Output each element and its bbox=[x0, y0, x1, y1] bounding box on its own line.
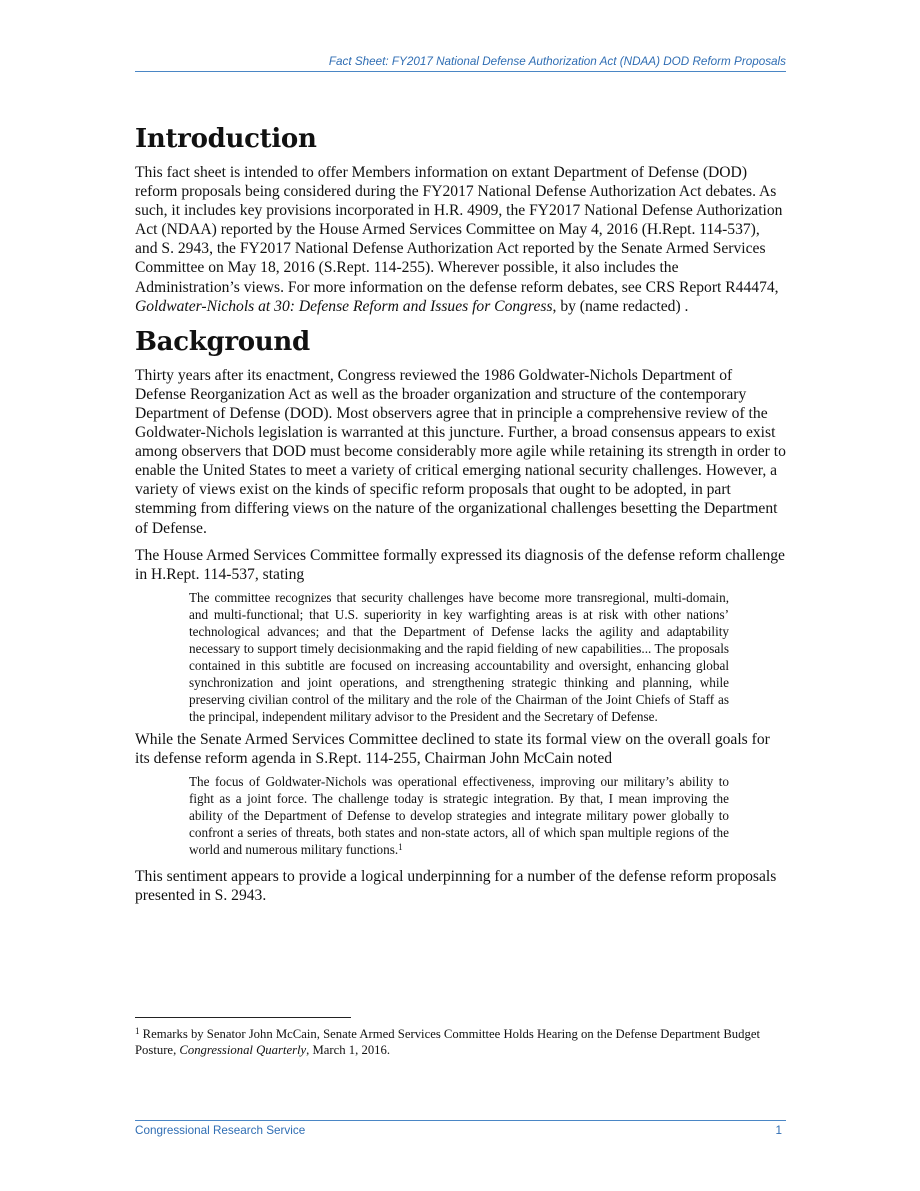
footnote-source: Congressional Quarterly bbox=[179, 1043, 307, 1057]
background-paragraph-4: This sentiment appears to provide a logical underpinning for a number of the defense reform proposals presented in S. 2943. bbox=[135, 867, 777, 905]
background-paragraph-3: While the Senate Armed Services Committee declined to state its formal view on the overall goals for its defense reform agenda in S.Rept. 114-255, Chairman John McCain noted bbox=[135, 730, 770, 767]
footnote-text: Remarks by Senator John McCain, Senate Armed Services Committee Holds Hearing on the Defense Department Budget Posture, bbox=[135, 1027, 760, 1057]
hasc-quote: The committee recognizes that security challenges have become more transregional, multi-domain, and multi-functional; that U.S. superiority in key warfighting areas is at risk with other nations’ technological advances; and that the Department of Defense lacks the agility and adaptability necessary to support timely decisionmaking and the rapid fielding of new capabilities... The proposals contained in this subtitle are focused on increasing accountability and oversight, enhancing global synchronization and joint operations, and strengthening strategic thinking and planning, while preserving civilian control of the military and the role of the Chairman of the Joint Chiefs of Staff as the principal, independent military advisor to the President and the Secretary of Defense. bbox=[189, 589, 729, 724]
footnote bbox=[135, 1026, 786, 1058]
footnote-divider bbox=[135, 1017, 351, 1018]
footnote-ref-1[interactable]: 1 bbox=[398, 841, 403, 852]
footnote-text-end: , March 1, 2016. bbox=[306, 1043, 391, 1057]
introduction-heading: Introduction bbox=[135, 124, 317, 154]
page-footer bbox=[135, 1120, 786, 1137]
introduction-text: This fact sheet is intended to offer Members information on extant Department of Defense (DOD) reform proposals being considered during the FY2017 National Defense Authorization Act debates. As such, it includes key provisions incorporated in H.R. 4909, the FY2017 National Defense Authorization Act (NDAA) reported by the House Armed Services Committee on May 4, 2016 (H.Rept. 114-537), and S. 2943, the FY2017 National Defense Authorization Act reported by the Senate Armed Services Committee on May 18, 2016 (S.Rept. 114-255). Wherever possible, it also includes the Administration’s views. For more information on the defense reform debates, see CRS Report R44474, bbox=[135, 164, 783, 296]
footnote-number: 1 bbox=[135, 1026, 140, 1036]
background-heading: Background bbox=[135, 326, 310, 357]
introduction-text-end: , by (name redacted) . bbox=[552, 297, 689, 315]
main-content bbox=[135, 122, 786, 905]
background-paragraph-2: The House Armed Services Committee formally expressed its diagnosis of the defense reform challenge in H.Rept. 114-537, stating bbox=[135, 546, 785, 583]
mccain-quote-text: The focus of Goldwater-Nichols was operational effectiveness, improving our military’s ability to fight as a joint force. The challenge today is strategic integration. By that, I mean improving the ability of the Department of Defense to develop strategies and integrate military power globally to confront a series of threats, both states and non-state actors, all of which span multiple regions of the world and numerous military functions. bbox=[189, 773, 729, 857]
running-header bbox=[135, 52, 786, 72]
page-number: 1 bbox=[775, 1124, 782, 1137]
mccain-quote bbox=[189, 773, 729, 858]
running-header-title: Fact Sheet: FY2017 National Defense Authorization Act (NDAA) DOD Reform Proposals bbox=[328, 55, 786, 68]
footer-organization: Congressional Research Service bbox=[135, 1124, 306, 1137]
introduction-paragraph bbox=[135, 163, 786, 316]
report-title: Goldwater-Nichols at 30: Defense Reform and Issues for Congress bbox=[135, 297, 553, 315]
background-paragraph-1: Thirty years after its enactment, Congress reviewed the 1986 Goldwater-Nichols Department of Defense Reorganization Act as well as the broader organization and structure of the contemporary Department of Defense (DOD). Most observers agree that in principle a comprehensive review of the Goldwater-Nichols legislation is warranted at this juncture. Further, a broad consensus appears to exist among observers that DOD must become considerably more agile while retaining its strength in order to enable the United States to meet a variety of critical emerging national security challenges. However, a variety of views exist on the kinds of specific reform proposals that ought to be adopted, in part stemming from differing views on the nature of the organizational challenges besetting the Department of Defense. bbox=[135, 366, 786, 537]
